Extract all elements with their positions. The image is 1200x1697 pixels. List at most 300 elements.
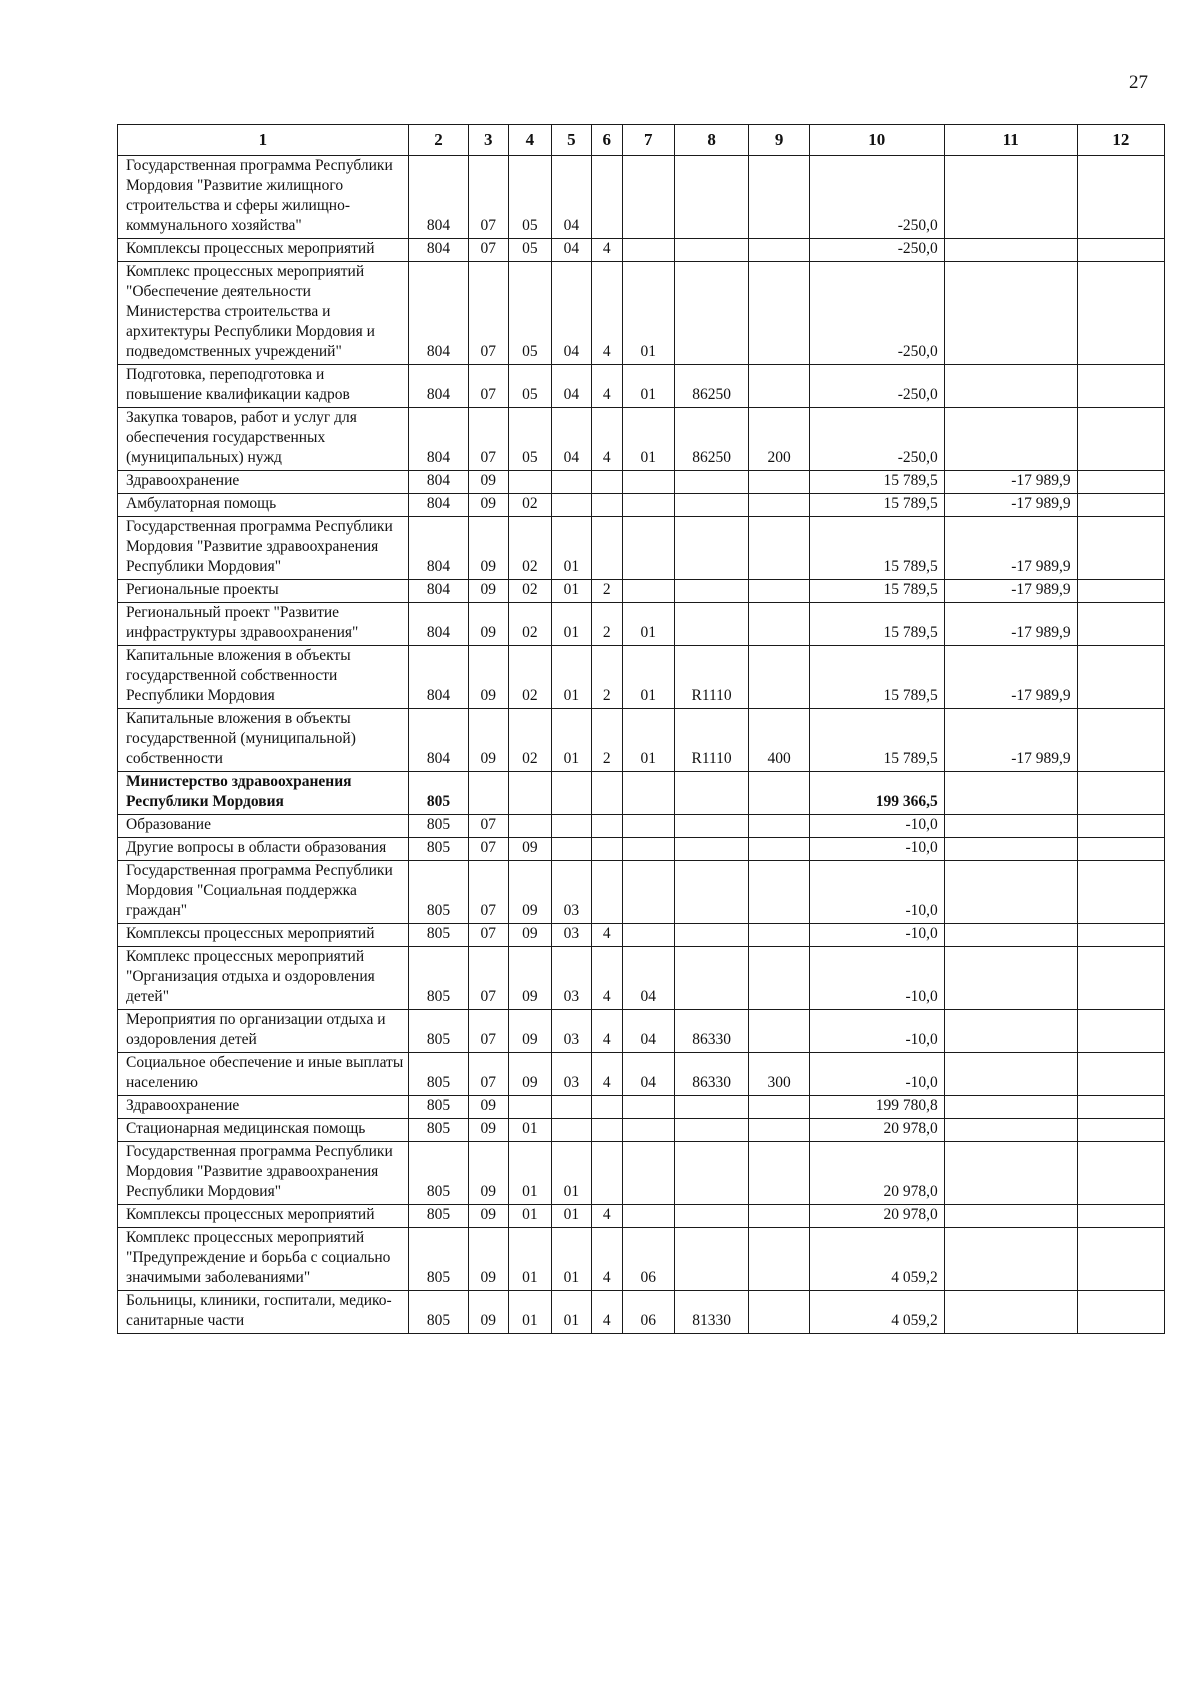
subprogram-cell xyxy=(591,1119,622,1142)
admin-code-cell: 805 xyxy=(408,772,468,815)
program-cell xyxy=(552,1096,591,1119)
program-cell xyxy=(552,772,591,815)
expense-type-cell: 300 xyxy=(749,1053,809,1096)
subprogram-cell xyxy=(591,772,622,815)
expense-type-cell xyxy=(749,1142,809,1205)
table-row xyxy=(118,1228,1165,1291)
event-cell xyxy=(622,239,674,262)
row-name-cell: Социальное обеспечение и иные выплаты населению xyxy=(118,1053,409,1096)
amount-cell-3 xyxy=(1077,1096,1164,1119)
section-cell: 07 xyxy=(469,1010,508,1053)
amount-cell-2 xyxy=(944,1291,1077,1334)
amount-cell-3 xyxy=(1077,709,1164,772)
amount-cell-3 xyxy=(1077,924,1164,947)
admin-code-cell: 805 xyxy=(408,1142,468,1205)
amount-cell-2 xyxy=(944,1228,1077,1291)
amount-cell-3 xyxy=(1077,365,1164,408)
program-cell: 01 xyxy=(552,517,591,580)
program-cell: 03 xyxy=(552,924,591,947)
event-cell: 01 xyxy=(622,262,674,365)
table-row xyxy=(118,1096,1165,1119)
admin-code-cell: 805 xyxy=(408,1096,468,1119)
direction-cell: 86330 xyxy=(674,1010,749,1053)
amount-cell-2 xyxy=(944,1142,1077,1205)
amount-cell: -250,0 xyxy=(809,365,944,408)
row-name-cell: Закупка товаров, работ и услуг для обеспечения государственных (муниципальных) нужд xyxy=(118,408,409,471)
row-name-cell: Комплексы процессных мероприятий xyxy=(118,1205,409,1228)
admin-code-cell: 805 xyxy=(408,1010,468,1053)
section-cell xyxy=(469,772,508,815)
admin-code-cell: 804 xyxy=(408,262,468,365)
section-cell: 09 xyxy=(469,1291,508,1334)
table-row xyxy=(118,262,1165,365)
amount-cell: 4 059,2 xyxy=(809,1291,944,1334)
row-name-cell: Государственная программа Республики Мордовия "Социальная поддержка граждан" xyxy=(118,861,409,924)
event-cell: 01 xyxy=(622,709,674,772)
amount-cell: -250,0 xyxy=(809,239,944,262)
direction-cell xyxy=(674,1096,749,1119)
amount-cell-2 xyxy=(944,365,1077,408)
amount-cell-3 xyxy=(1077,1010,1164,1053)
direction-cell: 81330 xyxy=(674,1291,749,1334)
section-cell: 07 xyxy=(469,156,508,239)
subsection-cell: 02 xyxy=(508,517,552,580)
amount-cell-2 xyxy=(944,262,1077,365)
program-cell: 01 xyxy=(552,1228,591,1291)
section-cell: 09 xyxy=(469,494,508,517)
amount-cell-2: -17 989,9 xyxy=(944,580,1077,603)
expense-type-cell: 200 xyxy=(749,408,809,471)
admin-code-cell: 804 xyxy=(408,603,468,646)
section-cell: 09 xyxy=(469,603,508,646)
direction-cell xyxy=(674,772,749,815)
direction-cell: R1110 xyxy=(674,709,749,772)
amount-cell-2: -17 989,9 xyxy=(944,517,1077,580)
amount-cell-2 xyxy=(944,239,1077,262)
amount-cell: -10,0 xyxy=(809,861,944,924)
subprogram-cell: 4 xyxy=(591,1205,622,1228)
table-row xyxy=(118,1119,1165,1142)
amount-cell-2 xyxy=(944,408,1077,471)
amount-cell-3 xyxy=(1077,494,1164,517)
section-cell: 09 xyxy=(469,1096,508,1119)
direction-cell: 86330 xyxy=(674,1053,749,1096)
admin-code-cell: 805 xyxy=(408,1228,468,1291)
event-cell xyxy=(622,838,674,861)
column-header: 6 xyxy=(591,125,622,156)
amount-cell: -10,0 xyxy=(809,838,944,861)
direction-cell xyxy=(674,815,749,838)
table-row xyxy=(118,365,1165,408)
admin-code-cell: 805 xyxy=(408,861,468,924)
subprogram-cell xyxy=(591,838,622,861)
direction-cell: R1110 xyxy=(674,646,749,709)
expense-type-cell xyxy=(749,1096,809,1119)
amount-cell-3 xyxy=(1077,603,1164,646)
subprogram-cell: 4 xyxy=(591,408,622,471)
expense-type-cell xyxy=(749,156,809,239)
subsection-cell: 02 xyxy=(508,603,552,646)
amount-cell: -10,0 xyxy=(809,815,944,838)
expense-type-cell xyxy=(749,494,809,517)
amount-cell-2 xyxy=(944,772,1077,815)
table-row xyxy=(118,646,1165,709)
subprogram-cell: 4 xyxy=(591,262,622,365)
amount-cell: -250,0 xyxy=(809,156,944,239)
subprogram-cell xyxy=(591,471,622,494)
table-row xyxy=(118,861,1165,924)
table-row xyxy=(118,1010,1165,1053)
event-cell xyxy=(622,580,674,603)
amount-cell-3 xyxy=(1077,1291,1164,1334)
amount-cell-2: -17 989,9 xyxy=(944,709,1077,772)
subsection-cell: 09 xyxy=(508,924,552,947)
expense-type-cell xyxy=(749,838,809,861)
subsection-cell: 09 xyxy=(508,838,552,861)
amount-cell-3 xyxy=(1077,1142,1164,1205)
expense-type-cell xyxy=(749,580,809,603)
table-row xyxy=(118,239,1165,262)
admin-code-cell: 805 xyxy=(408,1291,468,1334)
expense-type-cell xyxy=(749,517,809,580)
subprogram-cell: 4 xyxy=(591,924,622,947)
program-cell: 03 xyxy=(552,861,591,924)
row-name-cell: Больницы, клиники, госпитали, медико-санитарные части xyxy=(118,1291,409,1334)
section-cell: 09 xyxy=(469,1119,508,1142)
row-name-cell: Региональные проекты xyxy=(118,580,409,603)
amount-cell-2 xyxy=(944,1096,1077,1119)
section-cell: 09 xyxy=(469,471,508,494)
row-name-cell: Государственная программа Республики Мордовия "Развитие здравоохранения Республики Мордовия" xyxy=(118,1142,409,1205)
row-name-cell: Государственная программа Республики Мордовия "Развитие здравоохранения Республики Мордовия" xyxy=(118,517,409,580)
program-cell: 04 xyxy=(552,365,591,408)
column-header: 9 xyxy=(749,125,809,156)
event-cell xyxy=(622,156,674,239)
table-row xyxy=(118,838,1165,861)
admin-code-cell: 805 xyxy=(408,947,468,1010)
subprogram-cell xyxy=(591,517,622,580)
program-cell: 03 xyxy=(552,947,591,1010)
subsection-cell: 09 xyxy=(508,1010,552,1053)
amount-cell: -250,0 xyxy=(809,262,944,365)
subprogram-cell: 4 xyxy=(591,947,622,1010)
subsection-cell: 05 xyxy=(508,239,552,262)
amount-cell: 15 789,5 xyxy=(809,471,944,494)
program-cell: 01 xyxy=(552,646,591,709)
subprogram-cell xyxy=(591,861,622,924)
section-cell: 07 xyxy=(469,861,508,924)
direction-cell xyxy=(674,156,749,239)
direction-cell xyxy=(674,517,749,580)
column-header: 1 xyxy=(118,125,409,156)
program-cell xyxy=(552,494,591,517)
table-row xyxy=(118,517,1165,580)
event-cell xyxy=(622,1142,674,1205)
expense-type-cell xyxy=(749,1228,809,1291)
row-name-cell: Комплексы процессных мероприятий xyxy=(118,239,409,262)
row-name-cell: Стационарная медицинская помощь xyxy=(118,1119,409,1142)
row-name-cell: Здравоохранение xyxy=(118,471,409,494)
subprogram-cell: 2 xyxy=(591,646,622,709)
event-cell xyxy=(622,772,674,815)
amount-cell-2: -17 989,9 xyxy=(944,603,1077,646)
program-cell: 04 xyxy=(552,262,591,365)
row-name-cell: Капитальные вложения в объекты государственной собственности Республики Мордовия xyxy=(118,646,409,709)
column-header: 11 xyxy=(944,125,1077,156)
row-name-cell: Комплекс процессных мероприятий "Предупреждение и борьба с социально значимыми заболеваниями" xyxy=(118,1228,409,1291)
program-cell: 01 xyxy=(552,1291,591,1334)
amount-cell-2 xyxy=(944,1010,1077,1053)
amount-cell-3 xyxy=(1077,517,1164,580)
event-cell xyxy=(622,815,674,838)
section-cell: 09 xyxy=(469,1205,508,1228)
direction-cell xyxy=(674,471,749,494)
event-cell xyxy=(622,471,674,494)
section-cell: 07 xyxy=(469,239,508,262)
program-cell: 01 xyxy=(552,1142,591,1205)
subprogram-cell xyxy=(591,1142,622,1205)
subprogram-cell xyxy=(591,494,622,517)
amount-cell-3 xyxy=(1077,408,1164,471)
amount-cell-3 xyxy=(1077,947,1164,1010)
subsection-cell: 09 xyxy=(508,1053,552,1096)
amount-cell-2: -17 989,9 xyxy=(944,646,1077,709)
subsection-cell: 02 xyxy=(508,646,552,709)
direction-cell xyxy=(674,1205,749,1228)
amount-cell: -250,0 xyxy=(809,408,944,471)
table-row xyxy=(118,815,1165,838)
event-cell: 04 xyxy=(622,947,674,1010)
event-cell: 01 xyxy=(622,365,674,408)
amount-cell-2 xyxy=(944,861,1077,924)
admin-code-cell: 805 xyxy=(408,838,468,861)
event-cell xyxy=(622,924,674,947)
admin-code-cell: 805 xyxy=(408,1205,468,1228)
amount-cell: 20 978,0 xyxy=(809,1205,944,1228)
admin-code-cell: 805 xyxy=(408,924,468,947)
amount-cell: -10,0 xyxy=(809,947,944,1010)
subsection-cell xyxy=(508,772,552,815)
amount-cell-3 xyxy=(1077,646,1164,709)
amount-cell: 199 366,5 xyxy=(809,772,944,815)
amount-cell-3 xyxy=(1077,861,1164,924)
section-cell: 09 xyxy=(469,646,508,709)
amount-cell-2 xyxy=(944,1053,1077,1096)
column-header: 3 xyxy=(469,125,508,156)
event-cell xyxy=(622,517,674,580)
subsection-cell: 01 xyxy=(508,1119,552,1142)
program-cell: 04 xyxy=(552,239,591,262)
subprogram-cell: 4 xyxy=(591,1291,622,1334)
subsection-cell: 09 xyxy=(508,861,552,924)
amount-cell-3 xyxy=(1077,772,1164,815)
table-row xyxy=(118,772,1165,815)
row-name-cell: Подготовка, переподготовка и повышение квалификации кадров xyxy=(118,365,409,408)
row-name-cell: Комплекс процессных мероприятий "Организация отдыха и оздоровления детей" xyxy=(118,947,409,1010)
direction-cell: 86250 xyxy=(674,365,749,408)
row-name-cell: Региональный проект "Развитие инфраструктуры здравоохранения" xyxy=(118,603,409,646)
program-cell: 04 xyxy=(552,156,591,239)
column-header: 4 xyxy=(508,125,552,156)
expense-type-cell xyxy=(749,815,809,838)
expense-type-cell xyxy=(749,924,809,947)
table-row xyxy=(118,947,1165,1010)
column-header: 5 xyxy=(552,125,591,156)
amount-cell-3 xyxy=(1077,239,1164,262)
budget-table xyxy=(117,124,1165,1334)
expense-type-cell xyxy=(749,365,809,408)
event-cell: 04 xyxy=(622,1053,674,1096)
amount-cell-3 xyxy=(1077,262,1164,365)
section-cell: 07 xyxy=(469,365,508,408)
section-cell: 07 xyxy=(469,947,508,1010)
event-cell: 01 xyxy=(622,408,674,471)
admin-code-cell: 805 xyxy=(408,1053,468,1096)
row-name-cell: Государственная программа Республики Мордовия "Развитие жилищного строительства и сферы жилищно-коммунального хозяйства" xyxy=(118,156,409,239)
subsection-cell: 05 xyxy=(508,408,552,471)
amount-cell-2 xyxy=(944,156,1077,239)
admin-code-cell: 804 xyxy=(408,709,468,772)
section-cell: 09 xyxy=(469,580,508,603)
program-cell xyxy=(552,1119,591,1142)
program-cell: 01 xyxy=(552,603,591,646)
subprogram-cell xyxy=(591,815,622,838)
row-name-cell: Мероприятия по организации отдыха и оздоровления детей xyxy=(118,1010,409,1053)
amount-cell: 199 780,8 xyxy=(809,1096,944,1119)
row-name-cell: Комплексы процессных мероприятий xyxy=(118,924,409,947)
subsection-cell: 05 xyxy=(508,365,552,408)
amount-cell-3 xyxy=(1077,1205,1164,1228)
subprogram-cell: 4 xyxy=(591,1228,622,1291)
amount-cell: 15 789,5 xyxy=(809,580,944,603)
amount-cell: 15 789,5 xyxy=(809,517,944,580)
table-row xyxy=(118,156,1165,239)
amount-cell-3 xyxy=(1077,1119,1164,1142)
program-cell: 03 xyxy=(552,1010,591,1053)
admin-code-cell: 804 xyxy=(408,471,468,494)
amount-cell: 20 978,0 xyxy=(809,1119,944,1142)
table-row xyxy=(118,408,1165,471)
amount-cell-2: -17 989,9 xyxy=(944,471,1077,494)
expense-type-cell xyxy=(749,947,809,1010)
section-cell: 07 xyxy=(469,815,508,838)
table-row xyxy=(118,1205,1165,1228)
direction-cell xyxy=(674,580,749,603)
subprogram-cell: 4 xyxy=(591,1010,622,1053)
column-header: 8 xyxy=(674,125,749,156)
table-body xyxy=(118,156,1165,1334)
expense-type-cell xyxy=(749,262,809,365)
amount-cell-2 xyxy=(944,947,1077,1010)
direction-cell: 86250 xyxy=(674,408,749,471)
amount-cell-3 xyxy=(1077,580,1164,603)
section-cell: 07 xyxy=(469,1053,508,1096)
row-name-cell: Министерство здравоохранения Республики Мордовия xyxy=(118,772,409,815)
amount-cell-3 xyxy=(1077,838,1164,861)
direction-cell xyxy=(674,838,749,861)
amount-cell: 15 789,5 xyxy=(809,603,944,646)
subprogram-cell xyxy=(591,1096,622,1119)
amount-cell: 15 789,5 xyxy=(809,494,944,517)
expense-type-cell xyxy=(749,772,809,815)
program-cell: 01 xyxy=(552,709,591,772)
admin-code-cell: 804 xyxy=(408,239,468,262)
amount-cell-3 xyxy=(1077,471,1164,494)
column-header: 2 xyxy=(408,125,468,156)
program-cell xyxy=(552,838,591,861)
row-name-cell: Амбулаторная помощь xyxy=(118,494,409,517)
direction-cell xyxy=(674,239,749,262)
program-cell xyxy=(552,815,591,838)
direction-cell xyxy=(674,861,749,924)
section-cell: 09 xyxy=(469,517,508,580)
row-name-cell: Другие вопросы в области образования xyxy=(118,838,409,861)
program-cell: 04 xyxy=(552,408,591,471)
admin-code-cell: 804 xyxy=(408,494,468,517)
row-name-cell: Комплекс процессных мероприятий "Обеспечение деятельности Министерства строительства и архитектуры Республики Мордовия и подведомственных учреждений" xyxy=(118,262,409,365)
subprogram-cell xyxy=(591,156,622,239)
admin-code-cell: 805 xyxy=(408,815,468,838)
event-cell xyxy=(622,1205,674,1228)
direction-cell xyxy=(674,1142,749,1205)
amount-cell: 4 059,2 xyxy=(809,1228,944,1291)
admin-code-cell: 804 xyxy=(408,156,468,239)
column-header: 12 xyxy=(1077,125,1164,156)
event-cell: 06 xyxy=(622,1228,674,1291)
direction-cell xyxy=(674,603,749,646)
event-cell: 06 xyxy=(622,1291,674,1334)
column-header: 7 xyxy=(622,125,674,156)
subsection-cell: 01 xyxy=(508,1205,552,1228)
table-row xyxy=(118,494,1165,517)
section-cell: 09 xyxy=(469,709,508,772)
section-cell: 09 xyxy=(469,1142,508,1205)
event-cell xyxy=(622,1119,674,1142)
expense-type-cell xyxy=(749,603,809,646)
expense-type-cell xyxy=(749,471,809,494)
amount-cell: 15 789,5 xyxy=(809,646,944,709)
amount-cell-3 xyxy=(1077,815,1164,838)
subprogram-cell: 4 xyxy=(591,365,622,408)
subsection-cell: 02 xyxy=(508,709,552,772)
expense-type-cell: 400 xyxy=(749,709,809,772)
subsection-cell: 01 xyxy=(508,1291,552,1334)
amount-cell: -10,0 xyxy=(809,1010,944,1053)
event-cell xyxy=(622,494,674,517)
amount-cell-3 xyxy=(1077,1053,1164,1096)
table-row xyxy=(118,1053,1165,1096)
expense-type-cell xyxy=(749,1010,809,1053)
admin-code-cell: 805 xyxy=(408,1119,468,1142)
amount-cell-3 xyxy=(1077,156,1164,239)
direction-cell xyxy=(674,494,749,517)
subsection-cell xyxy=(508,1096,552,1119)
amount-cell: 15 789,5 xyxy=(809,709,944,772)
amount-cell: -10,0 xyxy=(809,1053,944,1096)
amount-cell-3 xyxy=(1077,1228,1164,1291)
page-number: 27 xyxy=(1129,72,1148,93)
amount-cell-2 xyxy=(944,1205,1077,1228)
admin-code-cell: 804 xyxy=(408,517,468,580)
amount-cell-2 xyxy=(944,924,1077,947)
row-name-cell: Капитальные вложения в объекты государственной (муниципальной) собственности xyxy=(118,709,409,772)
direction-cell xyxy=(674,1119,749,1142)
table-row xyxy=(118,471,1165,494)
subprogram-cell: 2 xyxy=(591,709,622,772)
subsection-cell xyxy=(508,815,552,838)
event-cell: 01 xyxy=(622,646,674,709)
subsection-cell: 05 xyxy=(508,156,552,239)
